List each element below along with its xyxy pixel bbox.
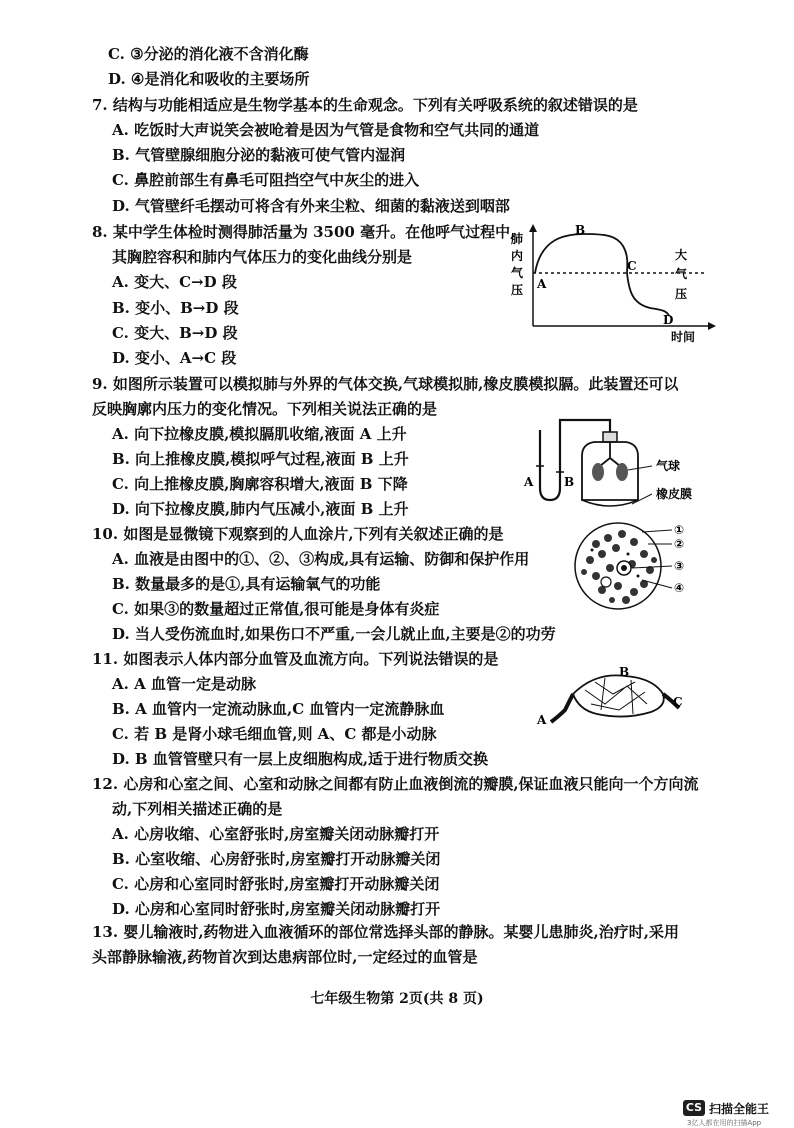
option-line: B. A 血管内一定流动脉血,C 血管内一定流静脉血 xyxy=(112,700,445,718)
fig-blood-smear xyxy=(572,520,694,612)
option-line: A. 向下拉橡皮膜,模拟膈肌收缩,液面 A 上升 xyxy=(112,425,407,443)
trachea-tube xyxy=(600,442,620,466)
question-7: 7. 结构与功能相适应是生物学基本的生命观念。下列有关呼吸系统的叙述错误的是 xyxy=(92,96,638,114)
atm-label-2: 气 xyxy=(675,267,688,281)
option-line: D. ④是消化和吸收的主要场所 xyxy=(108,70,310,88)
membrane-pointer xyxy=(632,494,652,504)
balloon-pointer xyxy=(628,466,652,470)
label-b: B xyxy=(564,475,575,489)
capillary-network xyxy=(573,675,664,716)
marker-2: ② xyxy=(674,537,685,551)
point-c-label: C xyxy=(627,259,637,273)
option-line: C. 向上推橡皮膜,胸廓容积增大,液面 B 下降 xyxy=(112,475,408,493)
option-line: A. A 血管一定是动脉 xyxy=(112,675,256,693)
option-line: A. 血液是由图中的①、②、③构成,具有运输、防御和保护作用 xyxy=(112,550,530,568)
question-8-cont: 其胸腔容积和肺内气体压力的变化曲线分别是 xyxy=(112,248,413,266)
option-line: C. 鼻腔前部生有鼻毛可阻挡空气中灰尘的进入 xyxy=(112,171,420,189)
option-line: B. 变小、B→D 段 xyxy=(112,299,239,317)
x-axis-label: 时间 xyxy=(671,330,696,344)
point-a-label: A xyxy=(537,277,547,291)
option-line: A. 吃饭时大声说笑会被呛着是因为气管是食物和空气共同的通道 xyxy=(112,121,540,139)
u-tube xyxy=(540,420,610,500)
point-b-label: B xyxy=(575,223,586,237)
label-a: A xyxy=(524,475,534,489)
label-b: B xyxy=(619,665,630,679)
marker-1: ① xyxy=(674,523,685,537)
question-10: 10. 如图是显微镜下观察到的人血涂片,下列有关叙述正确的是 xyxy=(92,525,504,543)
white-blood-cell-nucleus xyxy=(621,565,627,571)
white-blood-cell-2 xyxy=(601,577,611,587)
x-axis-arrow xyxy=(708,322,716,330)
question-13: 13. 婴儿输液时,药物进入血液循环的部位常选择头部的静脉。某婴儿患肺炎,治疗时,采用 xyxy=(92,923,679,941)
question-12-cont: 动,下列相关描述正确的是 xyxy=(112,800,283,818)
question-11: 11. 如图表示人体内部分血管及血流方向。下列说法错误的是 xyxy=(92,650,499,668)
option-line: B. 气管壁腺细胞分泌的黏液可使气管内湿润 xyxy=(112,146,406,164)
option-line: C. 变大、B→D 段 xyxy=(112,324,238,342)
y-label-1: 肺 xyxy=(511,232,524,246)
marker-4: ④ xyxy=(674,581,685,595)
option-line: C. 若 B 是肾小球毛细血管,则 A、C 都是小动脉 xyxy=(112,725,437,743)
label-c: C xyxy=(673,695,683,709)
page-footer: 七年级生物第 2页(共 8 页) xyxy=(310,991,484,1007)
y-label-2: 内 xyxy=(511,249,524,263)
option-line: C. ③分泌的消化液不含消化酶 xyxy=(108,45,309,63)
option-line: D. 向下拉橡皮膜,肺内气压减小,液面 B 上升 xyxy=(112,500,409,518)
marker-3: ③ xyxy=(674,559,685,573)
option-line: A. 心房收缩、心室舒张时,房室瓣关闭动脉瓣打开 xyxy=(112,825,440,843)
question-13-cont: 头部静脉输液,药物首次到达患病部位时,一定经过的血管是 xyxy=(92,948,478,966)
atm-label-3: 压 xyxy=(675,287,688,301)
question-9: 9. 如图所示装置可以模拟肺与外界的气体交换,气球模拟肺,橡皮膜模拟膈。此装置还可以 xyxy=(92,375,679,393)
stopper xyxy=(603,432,617,442)
atm-label-1: 大 xyxy=(675,248,688,262)
option-line: B. 数量最多的是①,具有运输氧气的功能 xyxy=(112,575,381,593)
vessel-a xyxy=(551,694,573,722)
membrane-label: 橡皮膜 xyxy=(656,487,693,501)
question-9-cont: 反映胸廓内压力的变化情况。下列相关说法正确的是 xyxy=(92,400,438,418)
option-line: D. B 血管管壁只有一层上皮细胞构成,适于进行物质交换 xyxy=(112,750,489,768)
y-label-3: 气 xyxy=(511,266,524,280)
balloon-right xyxy=(616,463,628,481)
option-line: B. 心室收缩、心房舒张时,房室瓣打开动脉瓣关闭 xyxy=(112,850,441,868)
balloon-left xyxy=(592,463,604,481)
y-label-4: 压 xyxy=(511,283,524,297)
fig-blood-vessels xyxy=(535,664,695,734)
option-line: D. 心房和心室同时舒张时,房室瓣关闭动脉瓣打开 xyxy=(112,900,441,918)
option-line: C. 心房和心室同时舒张时,房室瓣打开动脉瓣关闭 xyxy=(112,875,440,893)
y-axis-arrow xyxy=(529,224,537,232)
capillary-mesh xyxy=(585,678,647,714)
pointer-1 xyxy=(642,530,672,532)
point-d-label: D xyxy=(663,313,674,327)
label-a: A xyxy=(537,713,547,727)
scanner-tagline: 3亿人都在用的扫描App xyxy=(687,1119,762,1127)
question-12: 12. 心房和心室之间、心室和动脉之间都有防止血液倒流的瓣膜,保证血液只能向一个方向流 xyxy=(92,775,699,793)
fig-bell-jar-model xyxy=(520,408,730,518)
pressure-curve xyxy=(535,234,669,316)
scanner-app-name: 扫描全能王 xyxy=(709,1102,770,1116)
option-line: A. 变大、C→D 段 xyxy=(112,273,237,291)
fig-lung-pressure-graph xyxy=(505,222,725,347)
balloon-label: 气球 xyxy=(656,459,681,473)
scanner-logo-icon: CS xyxy=(683,1100,705,1116)
question-8: 8. 某中学生体检时测得肺活量为 3500 毫升。在他呼气过程中, xyxy=(92,223,516,241)
option-line: C. 如果③的数量超过正常值,很可能是身体有炎症 xyxy=(112,600,440,618)
option-line: D. 变小、A→C 段 xyxy=(112,349,237,367)
option-line: D. 气管壁纤毛摆动可将含有外来尘粒、细菌的黏液送到咽部 xyxy=(112,197,510,215)
option-line: B. 向上推橡皮膜,模拟呼气过程,液面 B 上升 xyxy=(112,450,409,468)
option-line: D. 当人受伤流血时,如果伤口不严重,一会儿就止血,主要是②的功劳 xyxy=(112,625,556,643)
